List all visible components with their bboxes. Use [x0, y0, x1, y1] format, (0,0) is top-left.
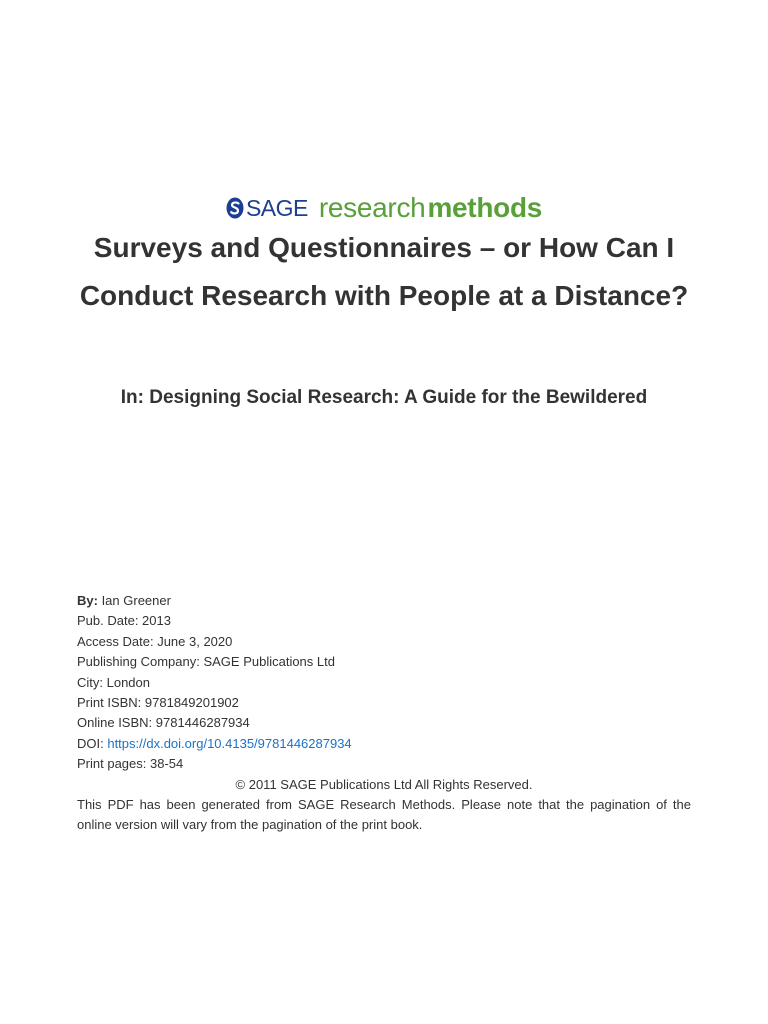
document-title: Surveys and Questionnaires – or How Can I Conduct Research with People at a Distance? [79, 232, 689, 311]
online-isbn-row: Online ISBN: 9781446287934 [77, 715, 250, 731]
book-subtitle: In: Designing Social Research: A Guide for the Bewildered [120, 387, 648, 408]
print-isbn-row: Print ISBN: 9781849201902 [77, 695, 239, 711]
pub-date-row: Pub. Date: 2013 [77, 613, 171, 629]
copyright-notice: © 2011 SAGE Publications Ltd All Rights Reserved. [235, 776, 533, 792]
doi-label: DOI: [77, 735, 108, 751]
sage-wordmark: SAGE [245, 194, 308, 221]
logo-group [226, 192, 542, 224]
sage-s-icon [226, 197, 244, 219]
publishing-company-row: Publishing Company: SAGE Publications Ltd [77, 654, 335, 670]
methods-wordmark: methods [427, 192, 543, 223]
metadata-block [77, 591, 691, 836]
doi-row [77, 734, 691, 754]
city-row: City: London [77, 674, 150, 690]
print-pages-row: Print pages: 38-54 [77, 756, 184, 772]
research-wordmark: research [318, 192, 426, 223]
doi-link[interactable]: https://dx.doi.org/10.4135/9781446287934 [107, 735, 352, 751]
author-label: By: [77, 593, 98, 608]
pagination-note: This PDF has been generated from SAGE Research Methods. Please note that the pagination of the online version will vary from the pagination of the print book. [77, 797, 691, 833]
author-value: Ian Greener [97, 593, 171, 608]
sage-research-methods-logo [0, 192, 768, 224]
access-date-row: Access Date: June 3, 2020 [77, 633, 233, 649]
author-row [77, 591, 691, 611]
